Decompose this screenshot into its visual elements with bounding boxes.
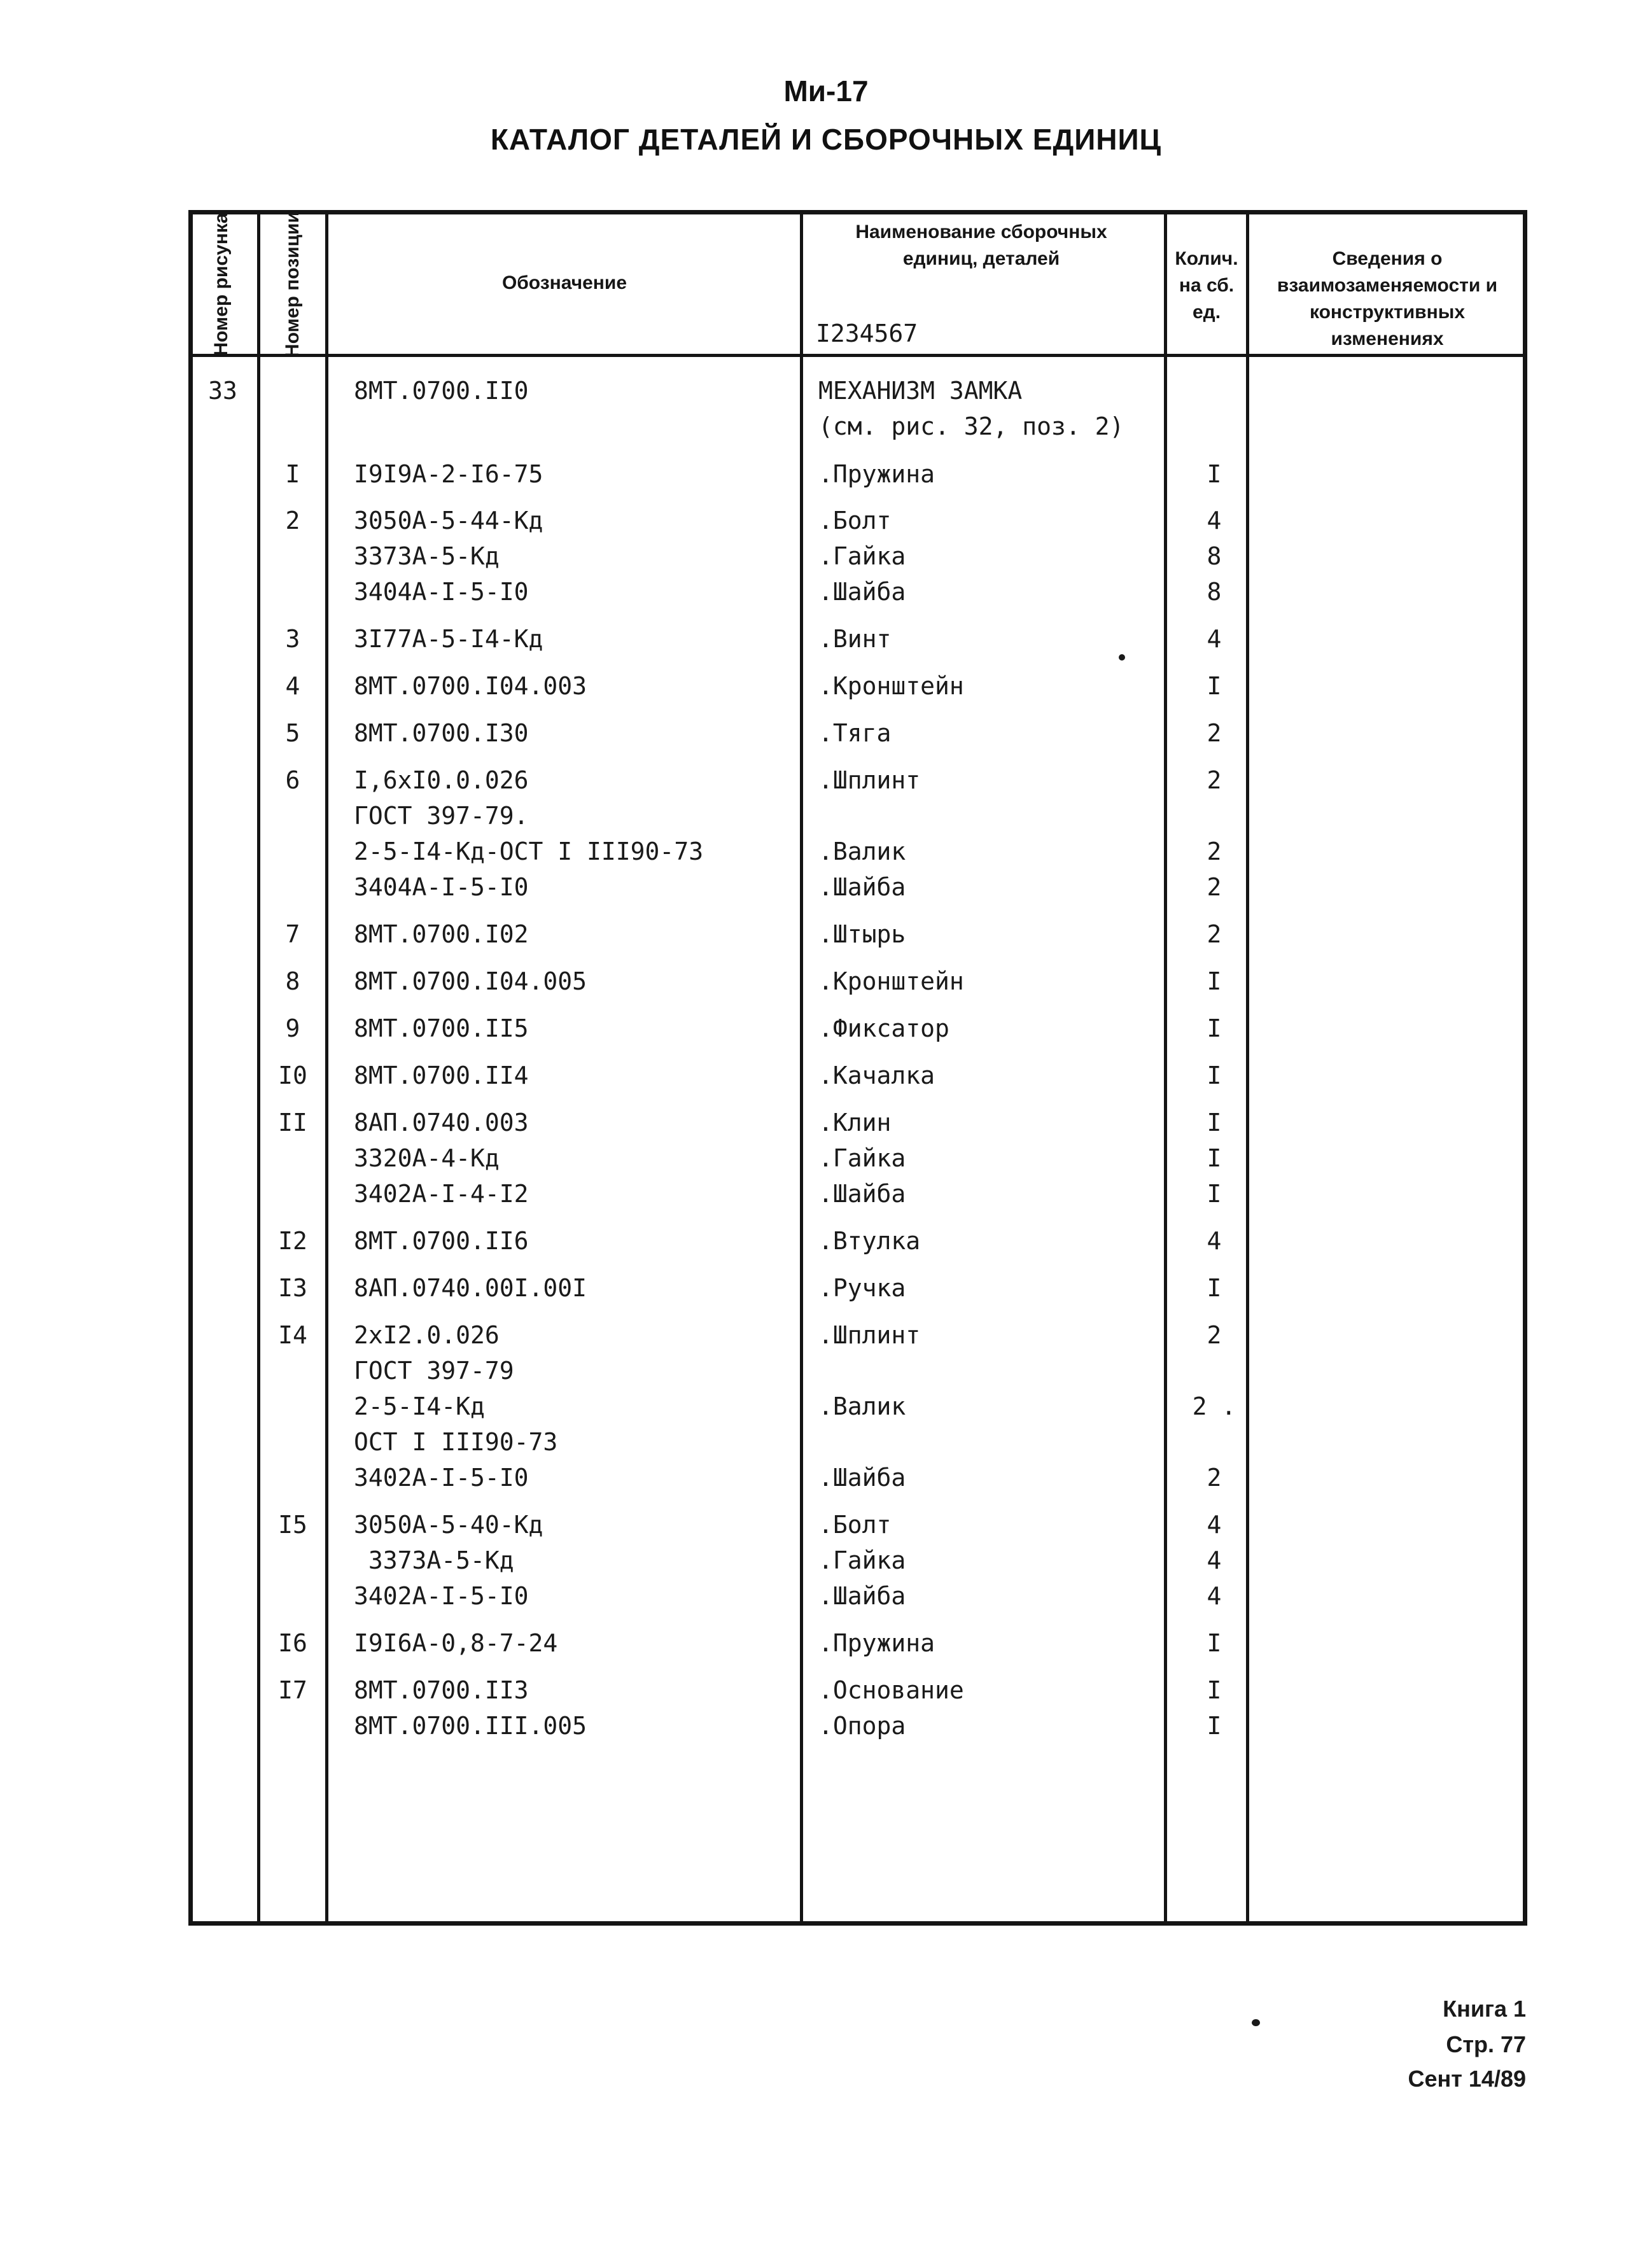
row-qty: 2 — [1207, 1464, 1222, 1492]
footer-date: Сент 14/89 — [1408, 2066, 1526, 2092]
header-divider — [188, 354, 1527, 357]
row-designation: 3402A-I-5-I0 — [354, 1464, 529, 1492]
row-name: .Валик — [818, 1392, 906, 1420]
row-qty: 4 — [1207, 1582, 1222, 1610]
row-qty: I — [1207, 1061, 1222, 1089]
row-qty: 2 — [1207, 837, 1222, 865]
row-name: .Шайба — [818, 1180, 906, 1208]
row-name: .Винт — [818, 625, 892, 653]
row-qty: 4 — [1207, 1227, 1222, 1255]
row-pos: I7 — [278, 1676, 307, 1704]
row-qty: I — [1207, 1712, 1222, 1740]
column-divider — [1164, 210, 1167, 1926]
col-header-qty: Колич. на сб. ед. — [1175, 248, 1238, 323]
row-name: .Шплинт — [818, 766, 921, 794]
row-qty: 4 — [1207, 1546, 1222, 1574]
row-designation: 8МТ.0700.II6 — [354, 1227, 529, 1255]
row-pos: I — [285, 460, 300, 488]
row-designation: 8МТ.0700.II0 — [354, 377, 529, 405]
row-name: .Шайба — [818, 873, 906, 901]
row-designation: 8МТ.0700.I04.003 — [354, 672, 587, 700]
row-name: .Гайка — [818, 542, 906, 570]
row-pos: I3 — [278, 1274, 307, 1302]
column-divider — [257, 210, 260, 1926]
row-designation: 2xI2.0.026 — [354, 1321, 500, 1349]
row-name: .Шайба — [818, 578, 906, 606]
row-designation: 3050A-5-40-Кд — [354, 1511, 543, 1539]
row-designation: 3404A-I-5-I0 — [354, 578, 529, 606]
col-header-name: Наименование сборочных единиц, деталей — [855, 221, 1107, 269]
row-pos: II — [278, 1109, 307, 1137]
row-designation: I9I9A-2-I6-75 — [354, 460, 543, 488]
row-qty: 4 — [1207, 625, 1222, 653]
row-qty: I — [1207, 672, 1222, 700]
row-pos: 2 — [285, 507, 300, 535]
row-pos: 3 — [285, 625, 300, 653]
row-name: .Кронштейн — [818, 672, 964, 700]
row-pos: I4 — [278, 1321, 307, 1349]
row-designation: 3402A-I-4-I2 — [354, 1180, 529, 1208]
row-designation: 8МТ.0700.I04.005 — [354, 967, 587, 995]
row-name: .Болт — [818, 1511, 892, 1539]
row-name: .Кронштейн — [818, 967, 964, 995]
row-qty: 2 — [1207, 873, 1222, 901]
row-designation: 3404A-I-5-I0 — [354, 873, 529, 901]
row-name: (см. рис. 32, поз. 2) — [818, 412, 1124, 440]
page-title: Ми-17 — [783, 74, 869, 108]
col-header-designation: Обозначение — [501, 272, 627, 293]
footer-book: Книга 1 — [1443, 1996, 1526, 2022]
row-pos: 4 — [285, 672, 300, 700]
row-fig: 33 — [208, 377, 237, 405]
row-qty: I — [1207, 1274, 1222, 1302]
column-divider — [325, 210, 328, 1926]
row-name: .Шайба — [818, 1582, 906, 1610]
row-name: .Штырь — [818, 920, 906, 948]
row-name: .Тяга — [818, 719, 892, 747]
col-header-notes: Сведения о взаимозаменяемости и конструктивных изменениях — [1277, 248, 1498, 349]
row-pos: I2 — [278, 1227, 307, 1255]
row-pos: 5 — [285, 719, 300, 747]
row-name: .Шайба — [818, 1464, 906, 1492]
row-name: .Клин — [818, 1109, 892, 1137]
row-designation: 3I77A-5-I4-Кд — [354, 625, 543, 653]
row-name: .Качалка — [818, 1061, 935, 1089]
row-designation: 3050A-5-44-Кд — [354, 507, 543, 535]
row-qty: 2 — [1207, 920, 1222, 948]
row-designation: 8МТ.0700.II5 — [354, 1014, 529, 1042]
row-name: .Ручка — [818, 1274, 906, 1302]
row-qty: 2 . — [1192, 1392, 1236, 1420]
row-qty: I — [1207, 1676, 1222, 1704]
row-name: .Гайка — [818, 1144, 906, 1172]
row-qty: 2 — [1207, 766, 1222, 794]
row-name: .Гайка — [818, 1546, 906, 1574]
row-designation: 3320A-4-Кд — [354, 1144, 500, 1172]
row-name: .Втулка — [818, 1227, 921, 1255]
row-designation: 8АП.0740.00I.00I — [354, 1274, 587, 1302]
row-pos: I6 — [278, 1629, 307, 1657]
col-header-name-code: I234567 — [816, 319, 918, 347]
row-name: .Болт — [818, 507, 892, 535]
row-qty: I — [1207, 967, 1222, 995]
row-qty: I — [1207, 1180, 1222, 1208]
row-designation: 8МТ.0700.II3 — [354, 1676, 529, 1704]
row-pos: 8 — [285, 967, 300, 995]
row-qty: I — [1207, 460, 1222, 488]
row-qty: I — [1207, 1109, 1222, 1137]
row-designation: I,6xI0.0.026 — [354, 766, 529, 794]
row-pos: I5 — [278, 1511, 307, 1539]
row-pos: 6 — [285, 766, 300, 794]
row-qty: 4 — [1207, 1511, 1222, 1539]
row-designation: 2-5-I4-Кд-ОСТ I III90-73 — [354, 837, 704, 865]
scan-speck — [1119, 654, 1125, 661]
row-name: .Опора — [818, 1712, 906, 1740]
row-designation: 3373A-5-Кд — [354, 1546, 514, 1574]
row-designation: 8МТ.0700.I30 — [354, 719, 529, 747]
footer-page: Стр. 77 — [1446, 2031, 1526, 2057]
row-designation: 3402A-I-5-I0 — [354, 1582, 529, 1610]
row-qty: 8 — [1207, 578, 1222, 606]
row-pos: 7 — [285, 920, 300, 948]
row-qty: 8 — [1207, 542, 1222, 570]
row-name: .Пружина — [818, 1629, 935, 1657]
row-qty: I — [1207, 1014, 1222, 1042]
row-designation: ГОСТ 397-79 — [354, 1357, 514, 1385]
row-qty: 2 — [1207, 719, 1222, 747]
row-designation: 8МТ.0700.I02 — [354, 920, 529, 948]
row-designation: 2-5-I4-Кд — [354, 1392, 485, 1420]
row-name: .Шплинт — [818, 1321, 921, 1349]
col-header-fig: Номер рисунка — [211, 213, 232, 356]
row-name: .Фиксатор — [818, 1014, 949, 1042]
row-designation: ОСТ I III90-73 — [354, 1428, 558, 1456]
row-pos: I0 — [278, 1061, 307, 1089]
row-qty: 4 — [1207, 507, 1222, 535]
row-designation: 8АП.0740.003 — [354, 1109, 529, 1137]
col-header-pos: Номер позиции — [282, 211, 303, 358]
scan-speck — [1252, 2019, 1260, 2026]
row-designation: ГОСТ 397-79. — [354, 802, 529, 830]
row-name: .Основание — [818, 1676, 964, 1704]
row-designation: 3373A-5-Кд — [354, 542, 500, 570]
row-qty: 2 — [1207, 1321, 1222, 1349]
row-name: .Валик — [818, 837, 906, 865]
row-designation: 8МТ.0700.II4 — [354, 1061, 529, 1089]
page-subtitle: КАТАЛОГ ДЕТАЛЕЙ И СБОРОЧНЫХ ЕДИНИЦ — [490, 123, 1162, 156]
row-name: МЕХАНИЗМ ЗАМКА — [818, 377, 1023, 405]
row-designation: I9I6A-0,8-7-24 — [354, 1629, 558, 1657]
row-designation: 8МТ.0700.III.005 — [354, 1712, 587, 1740]
row-name: .Пружина — [818, 460, 935, 488]
column-divider — [800, 210, 803, 1926]
row-pos: 9 — [285, 1014, 300, 1042]
row-qty: I — [1207, 1629, 1222, 1657]
row-qty: I — [1207, 1144, 1222, 1172]
